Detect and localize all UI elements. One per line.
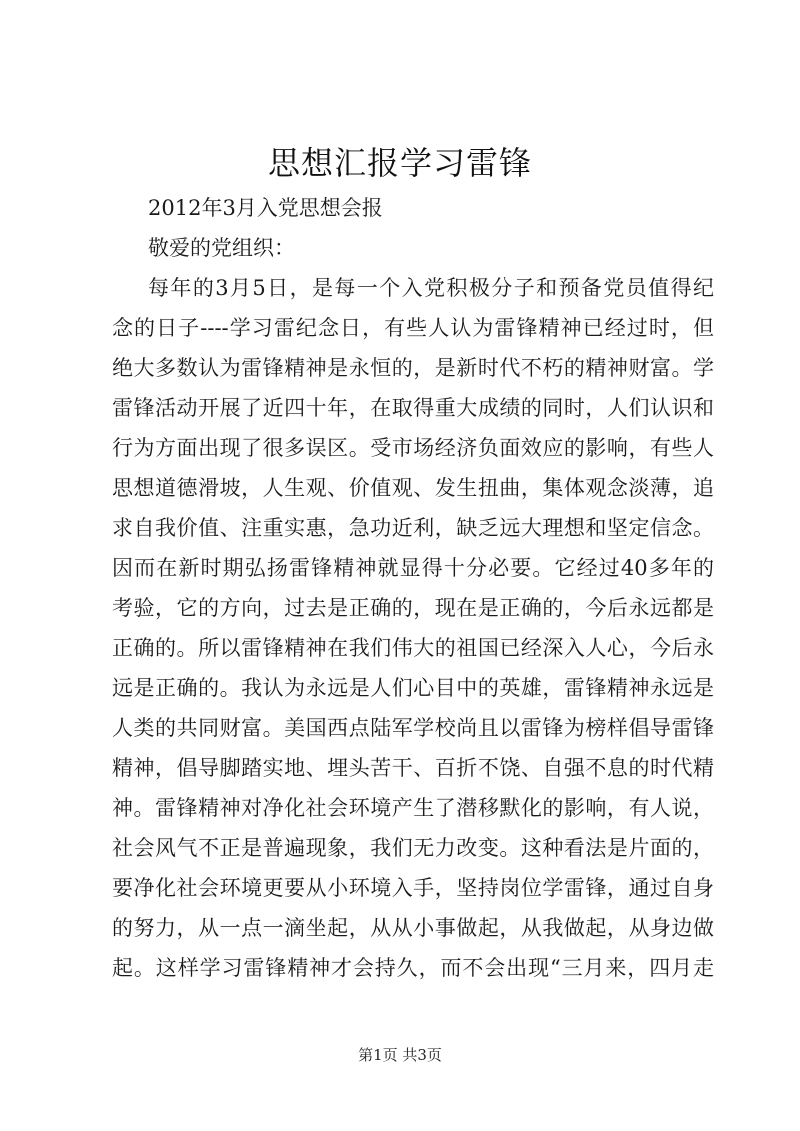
salutation: 敬爱的党组织： <box>148 236 295 260</box>
body-line: 社会风气不正是普遍现象，我们无力改变。这种看法是片面的， <box>112 836 714 860</box>
body-line: 正确的。所以雷锋精神在我们伟大的祖国已经深入人心，今后永 <box>112 636 714 660</box>
body-line: 神。雷锋精神对净化社会环境产生了潜移默化的影响，有人说， <box>112 796 714 820</box>
body-line: 求自我价值、注重实惠，急功近利，缺乏远大理想和坚定信念。 <box>112 516 714 540</box>
document-body <box>112 188 714 988</box>
body-line: 思想道德滑坡，人生观、价值观、发生扭曲，集体观念淡薄，追 <box>112 476 714 500</box>
body-line: 绝大多数认为雷锋精神是永恒的，是新时代不朽的精神财富。学 <box>112 356 714 380</box>
body-line: 的努力，从一点一滴坐起，从从小事做起，从我做起，从身边做 <box>112 916 714 940</box>
body-line: 远是正确的。我认为永远是人们心目中的英雄，雷锋精神永远是 <box>112 676 714 700</box>
body-line: 精神，倡导脚踏实地、埋头苦干、百折不饶、自强不息的时代精 <box>112 756 714 780</box>
body-line: 雷锋活动开展了近四十年，在取得重大成绩的同时，人们认识和 <box>112 396 714 420</box>
document-title: 思想汇报学习雷锋 <box>267 144 532 182</box>
body-line: 人类的共同财富。美国西点陆军学校尚且以雷锋为榜样倡导雷锋 <box>112 716 714 740</box>
body-line: 考验，它的方向，过去是正确的，现在是正确的，今后永远都是 <box>112 596 714 620</box>
body-line: 因而在新时期弘扬雷锋精神就显得十分必要。它经过40多年的 <box>112 556 714 580</box>
body-line: 每年的3月5日，是每一个入党积极分子和预备党员值得纪 <box>148 276 714 300</box>
body-line: 起。这样学习雷锋精神才会持久，而不会出现“三月来，四月走 <box>112 956 714 980</box>
body-line: 念的日子----学习雷纪念日，有些人认为雷锋精神已经过时，但 <box>112 316 714 340</box>
page-indicator: 第1页 共3页 <box>358 1046 442 1064</box>
body-line: 要净化社会环境更要从小环境入手，坚持岗位学雷锋，通过自身 <box>112 876 714 900</box>
body-line: 行为方面出现了很多误区。受市场经济负面效应的影响，有些人 <box>112 436 714 460</box>
document-subtitle: 2012年3月入党思想会报 <box>148 196 383 220</box>
